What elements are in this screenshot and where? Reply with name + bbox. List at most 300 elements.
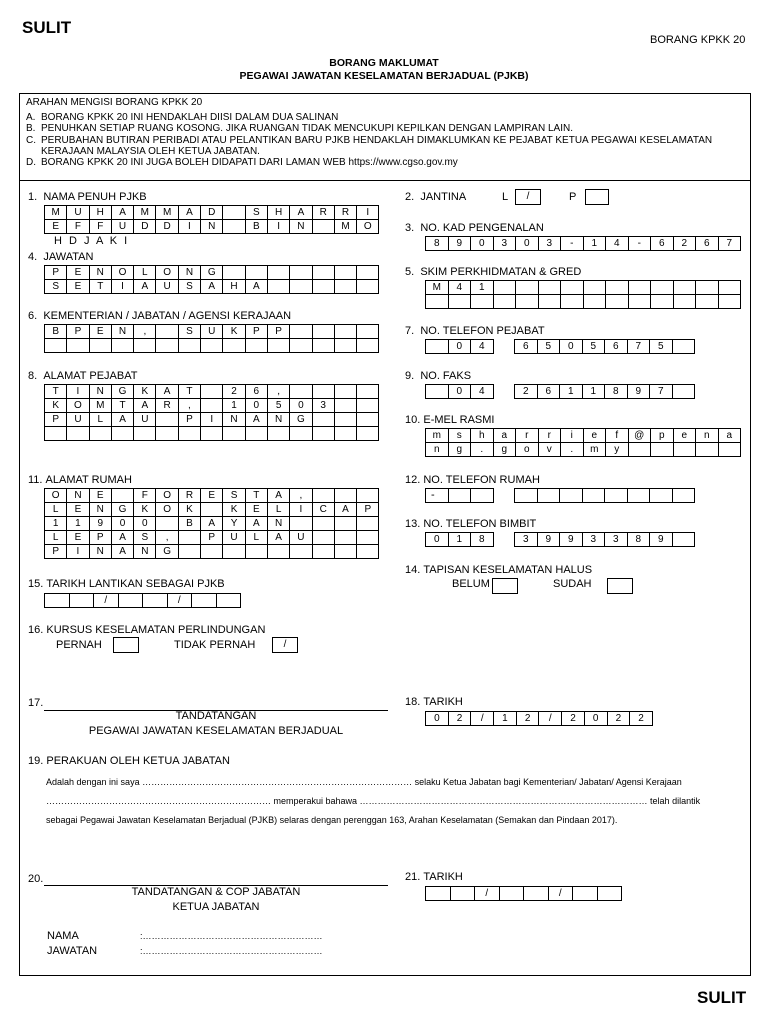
char-cell[interactable]: 7 <box>628 340 651 354</box>
char-cell[interactable]: N <box>268 517 290 531</box>
char-cell[interactable]: U <box>67 413 89 427</box>
char-cell[interactable] <box>217 594 242 608</box>
char-cell[interactable]: E <box>246 503 268 517</box>
char-cell[interactable]: S <box>223 489 245 503</box>
char-cell[interactable] <box>223 339 245 353</box>
char-cell[interactable]: 8 <box>426 237 449 251</box>
char-cell[interactable]: E <box>67 531 89 545</box>
char-cell[interactable] <box>516 295 539 309</box>
char-cell[interactable]: S <box>246 206 268 220</box>
char-cell[interactable] <box>719 443 742 457</box>
char-cell[interactable]: 1 <box>67 517 89 531</box>
char-cell[interactable] <box>156 517 178 531</box>
char-cell[interactable]: 5 <box>650 340 673 354</box>
char-cell[interactable] <box>268 339 290 353</box>
char-cell[interactable]: B <box>179 517 201 531</box>
char-cell[interactable] <box>584 295 607 309</box>
char-cell[interactable] <box>606 295 629 309</box>
char-cell[interactable] <box>179 427 201 441</box>
char-cell[interactable] <box>313 220 335 234</box>
char-cell[interactable] <box>156 325 178 339</box>
char-cell[interactable]: / <box>94 594 119 608</box>
char-cell[interactable]: L <box>134 266 156 280</box>
char-cell[interactable]: I <box>179 220 201 234</box>
char-cell[interactable] <box>673 533 696 547</box>
char-cell[interactable]: R <box>156 399 178 413</box>
char-cell[interactable]: N <box>290 220 312 234</box>
mobile-number[interactable] <box>514 532 695 547</box>
char-cell[interactable]: 0 <box>449 340 472 354</box>
char-cell[interactable] <box>651 295 674 309</box>
char-cell[interactable] <box>67 339 89 353</box>
char-cell[interactable]: M <box>426 281 449 295</box>
char-cell[interactable]: 1 <box>494 712 517 726</box>
char-cell[interactable] <box>357 413 379 427</box>
char-cell[interactable] <box>629 281 652 295</box>
char-cell[interactable]: T <box>246 489 268 503</box>
vetting-belum-box[interactable] <box>492 578 518 594</box>
char-cell[interactable]: 0 <box>560 340 583 354</box>
char-cell[interactable]: 2 <box>630 712 653 726</box>
char-cell[interactable] <box>335 325 357 339</box>
home-phone-number[interactable] <box>514 488 695 503</box>
char-cell[interactable] <box>335 280 357 294</box>
char-cell[interactable]: m <box>584 443 607 457</box>
char-cell[interactable] <box>201 399 223 413</box>
char-cell[interactable]: L <box>45 503 67 517</box>
char-cell[interactable]: A <box>290 206 312 220</box>
char-cell[interactable]: A <box>156 385 178 399</box>
char-cell[interactable]: P <box>45 266 67 280</box>
char-cell[interactable] <box>357 517 379 531</box>
char-cell[interactable] <box>268 427 290 441</box>
char-cell[interactable]: A <box>246 517 268 531</box>
char-cell[interactable] <box>674 443 697 457</box>
char-cell[interactable]: , <box>156 531 178 545</box>
char-cell[interactable] <box>494 281 517 295</box>
char-cell[interactable]: e <box>674 429 697 443</box>
char-cell[interactable] <box>426 385 449 399</box>
char-cell[interactable]: K <box>45 399 67 413</box>
char-cell[interactable] <box>45 594 70 608</box>
char-cell[interactable] <box>573 887 598 901</box>
vetting-sudah-box[interactable] <box>607 578 633 594</box>
char-cell[interactable]: C <box>313 503 335 517</box>
fax-prefix[interactable] <box>425 384 494 399</box>
char-cell[interactable]: U <box>67 206 89 220</box>
char-cell[interactable] <box>357 266 379 280</box>
char-cell[interactable] <box>313 413 335 427</box>
char-cell[interactable] <box>201 503 223 517</box>
char-cell[interactable]: F <box>90 220 112 234</box>
char-cell[interactable] <box>500 887 525 901</box>
char-cell[interactable]: L <box>90 413 112 427</box>
char-cell[interactable]: 2 <box>608 712 631 726</box>
char-cell[interactable] <box>628 489 651 503</box>
scheme-grade-grid[interactable] <box>425 280 741 309</box>
char-cell[interactable]: I <box>268 220 290 234</box>
char-cell[interactable] <box>335 517 357 531</box>
char-cell[interactable]: K <box>179 503 201 517</box>
char-cell[interactable] <box>471 295 494 309</box>
char-cell[interactable]: U <box>201 325 223 339</box>
char-cell[interactable] <box>335 399 357 413</box>
char-cell[interactable]: S <box>45 280 67 294</box>
char-cell[interactable]: p <box>651 429 674 443</box>
char-cell[interactable] <box>335 339 357 353</box>
char-cell[interactable]: 4 <box>606 237 629 251</box>
char-cell[interactable] <box>516 281 539 295</box>
char-cell[interactable]: 3 <box>313 399 335 413</box>
char-cell[interactable]: D <box>201 206 223 220</box>
char-cell[interactable]: B <box>45 325 67 339</box>
char-cell[interactable] <box>313 427 335 441</box>
char-cell[interactable]: A <box>134 280 156 294</box>
char-cell[interactable] <box>313 489 335 503</box>
char-cell[interactable]: O <box>156 489 178 503</box>
char-cell[interactable] <box>606 281 629 295</box>
char-cell[interactable]: I <box>290 503 312 517</box>
char-cell[interactable]: E <box>201 489 223 503</box>
char-cell[interactable] <box>673 385 696 399</box>
char-cell[interactable] <box>45 339 67 353</box>
char-cell[interactable]: A <box>112 413 134 427</box>
char-cell[interactable]: M <box>156 206 178 220</box>
char-cell[interactable]: 4 <box>471 340 494 354</box>
char-cell[interactable] <box>357 399 379 413</box>
char-cell[interactable]: P <box>268 325 290 339</box>
char-cell[interactable]: / <box>471 712 494 726</box>
f20-name-dots[interactable]: :…………………………………………………… <box>140 931 323 941</box>
char-cell[interactable]: . <box>561 443 584 457</box>
char-cell[interactable] <box>156 427 178 441</box>
char-cell[interactable] <box>539 295 562 309</box>
char-cell[interactable]: 0 <box>290 399 312 413</box>
char-cell[interactable] <box>598 887 623 901</box>
char-cell[interactable]: 7 <box>650 385 673 399</box>
char-cell[interactable]: U <box>156 280 178 294</box>
char-cell[interactable]: H <box>90 206 112 220</box>
char-cell[interactable]: N <box>90 385 112 399</box>
char-cell[interactable]: 6 <box>696 237 719 251</box>
char-cell[interactable]: n <box>426 443 449 457</box>
char-cell[interactable]: 6 <box>246 385 268 399</box>
char-cell[interactable] <box>651 443 674 457</box>
char-cell[interactable]: 0 <box>426 533 449 547</box>
char-cell[interactable] <box>583 489 606 503</box>
char-cell[interactable] <box>719 295 742 309</box>
char-cell[interactable]: E <box>90 489 112 503</box>
office-phone-number[interactable] <box>514 339 695 354</box>
char-cell[interactable]: / <box>168 594 193 608</box>
char-cell[interactable]: N <box>67 489 89 503</box>
char-cell[interactable] <box>357 325 379 339</box>
char-cell[interactable] <box>629 443 652 457</box>
char-cell[interactable]: P <box>45 413 67 427</box>
course-tidak-box[interactable]: / <box>272 637 298 653</box>
char-cell[interactable] <box>357 280 379 294</box>
char-cell[interactable] <box>471 489 494 503</box>
char-cell[interactable] <box>90 339 112 353</box>
ministry-grid[interactable] <box>44 324 379 353</box>
char-cell[interactable]: 4 <box>471 385 494 399</box>
char-cell[interactable] <box>290 280 312 294</box>
char-cell[interactable] <box>179 339 201 353</box>
char-cell[interactable]: I <box>112 280 134 294</box>
char-cell[interactable]: 2 <box>674 237 697 251</box>
char-cell[interactable] <box>335 385 357 399</box>
char-cell[interactable]: E <box>45 220 67 234</box>
f18-date-grid[interactable] <box>425 711 653 726</box>
char-cell[interactable] <box>290 545 312 559</box>
char-cell[interactable]: L <box>45 531 67 545</box>
char-cell[interactable]: 0 <box>112 517 134 531</box>
char-cell[interactable]: M <box>90 399 112 413</box>
char-cell[interactable]: P <box>179 413 201 427</box>
char-cell[interactable] <box>335 427 357 441</box>
char-cell[interactable] <box>290 266 312 280</box>
char-cell[interactable] <box>179 531 201 545</box>
char-cell[interactable] <box>451 887 476 901</box>
char-cell[interactable]: D <box>156 220 178 234</box>
char-cell[interactable]: 1 <box>223 399 245 413</box>
char-cell[interactable]: 2 <box>517 712 540 726</box>
char-cell[interactable]: 3 <box>515 533 538 547</box>
char-cell[interactable]: n <box>696 429 719 443</box>
char-cell[interactable]: 0 <box>449 385 472 399</box>
char-cell[interactable]: A <box>179 206 201 220</box>
char-cell[interactable] <box>246 545 268 559</box>
char-cell[interactable]: O <box>156 503 178 517</box>
char-cell[interactable] <box>179 545 201 559</box>
char-cell[interactable]: K <box>134 503 156 517</box>
char-cell[interactable]: P <box>246 325 268 339</box>
char-cell[interactable] <box>313 517 335 531</box>
char-cell[interactable] <box>246 427 268 441</box>
char-cell[interactable] <box>223 427 245 441</box>
char-cell[interactable]: D <box>134 220 156 234</box>
char-cell[interactable]: , <box>290 489 312 503</box>
char-cell[interactable]: 8 <box>628 533 651 547</box>
char-cell[interactable] <box>313 339 335 353</box>
char-cell[interactable]: 9 <box>449 237 472 251</box>
char-cell[interactable]: A <box>268 489 290 503</box>
char-cell[interactable]: F <box>134 489 156 503</box>
char-cell[interactable] <box>268 266 290 280</box>
char-cell[interactable]: H <box>223 280 245 294</box>
char-cell[interactable]: E <box>90 325 112 339</box>
char-cell[interactable] <box>223 545 245 559</box>
char-cell[interactable]: 3 <box>605 533 628 547</box>
char-cell[interactable]: 5 <box>268 399 290 413</box>
char-cell[interactable]: 4 <box>449 281 472 295</box>
char-cell[interactable]: L <box>246 531 268 545</box>
char-cell[interactable] <box>539 281 562 295</box>
char-cell[interactable]: v <box>539 443 562 457</box>
char-cell[interactable] <box>290 339 312 353</box>
char-cell[interactable]: N <box>223 413 245 427</box>
char-cell[interactable]: O <box>357 220 379 234</box>
char-cell[interactable]: 6 <box>515 340 538 354</box>
char-cell[interactable]: M <box>134 206 156 220</box>
char-cell[interactable] <box>357 385 379 399</box>
char-cell[interactable]: @ <box>629 429 652 443</box>
char-cell[interactable]: 0 <box>246 399 268 413</box>
char-cell[interactable]: 0 <box>426 712 449 726</box>
char-cell[interactable] <box>119 594 144 608</box>
office-phone-prefix[interactable] <box>425 339 494 354</box>
char-cell[interactable] <box>335 489 357 503</box>
mobile-prefix[interactable] <box>425 532 494 547</box>
char-cell[interactable]: m <box>426 429 449 443</box>
char-cell[interactable] <box>561 281 584 295</box>
char-cell[interactable]: A <box>112 531 134 545</box>
char-cell[interactable] <box>673 489 696 503</box>
char-cell[interactable]: R <box>335 206 357 220</box>
appointment-date-grid[interactable] <box>44 593 241 608</box>
char-cell[interactable]: L <box>268 503 290 517</box>
char-cell[interactable]: P <box>45 545 67 559</box>
char-cell[interactable]: I <box>67 545 89 559</box>
char-cell[interactable]: N <box>268 413 290 427</box>
char-cell[interactable]: e <box>584 429 607 443</box>
office-address-grid[interactable] <box>44 384 379 441</box>
char-cell[interactable] <box>335 545 357 559</box>
char-cell[interactable] <box>357 545 379 559</box>
char-cell[interactable] <box>45 427 67 441</box>
char-cell[interactable] <box>313 280 335 294</box>
char-cell[interactable]: E <box>67 280 89 294</box>
char-cell[interactable]: S <box>134 531 156 545</box>
char-cell[interactable]: / <box>549 887 574 901</box>
char-cell[interactable]: N <box>90 266 112 280</box>
char-cell[interactable]: A <box>201 517 223 531</box>
char-cell[interactable] <box>719 281 742 295</box>
char-cell[interactable] <box>313 531 335 545</box>
char-cell[interactable]: O <box>156 266 178 280</box>
char-cell[interactable]: A <box>268 531 290 545</box>
char-cell[interactable]: 7 <box>719 237 742 251</box>
email-grid[interactable] <box>425 428 741 457</box>
char-cell[interactable]: . <box>471 443 494 457</box>
char-cell[interactable]: N <box>134 545 156 559</box>
char-cell[interactable]: 9 <box>628 385 651 399</box>
char-cell[interactable]: P <box>357 503 379 517</box>
gender-p-box[interactable] <box>585 189 609 205</box>
char-cell[interactable]: U <box>134 413 156 427</box>
char-cell[interactable]: 2 <box>515 385 538 399</box>
char-cell[interactable] <box>268 545 290 559</box>
char-cell[interactable]: T <box>45 385 67 399</box>
char-cell[interactable]: / <box>475 887 500 901</box>
char-cell[interactable]: i <box>561 429 584 443</box>
char-cell[interactable]: N <box>179 266 201 280</box>
char-cell[interactable]: G <box>156 545 178 559</box>
char-cell[interactable] <box>156 339 178 353</box>
char-cell[interactable]: 1 <box>471 281 494 295</box>
fax-number[interactable] <box>514 384 695 399</box>
char-cell[interactable]: K <box>223 325 245 339</box>
f1-name-grid[interactable] <box>44 205 379 234</box>
char-cell[interactable]: r <box>539 429 562 443</box>
char-cell[interactable]: 1 <box>584 237 607 251</box>
char-cell[interactable]: f <box>606 429 629 443</box>
char-cell[interactable]: N <box>201 220 223 234</box>
char-cell[interactable]: s <box>449 429 472 443</box>
char-cell[interactable]: A <box>335 503 357 517</box>
char-cell[interactable]: A <box>246 280 268 294</box>
course-pernah-box[interactable] <box>113 637 139 653</box>
char-cell[interactable]: G <box>290 413 312 427</box>
char-cell[interactable] <box>143 594 168 608</box>
char-cell[interactable] <box>192 594 217 608</box>
char-cell[interactable]: 9 <box>560 533 583 547</box>
char-cell[interactable]: Y <box>223 517 245 531</box>
char-cell[interactable]: S <box>179 280 201 294</box>
char-cell[interactable]: I <box>357 206 379 220</box>
char-cell[interactable]: H <box>268 206 290 220</box>
char-cell[interactable] <box>696 295 719 309</box>
char-cell[interactable] <box>335 413 357 427</box>
char-cell[interactable] <box>426 489 449 503</box>
char-cell[interactable] <box>112 489 134 503</box>
char-cell[interactable]: P <box>201 531 223 545</box>
char-cell[interactable]: 3 <box>539 237 562 251</box>
char-cell[interactable]: I <box>201 413 223 427</box>
char-cell[interactable] <box>426 340 449 354</box>
char-cell[interactable]: / <box>539 712 562 726</box>
char-cell[interactable] <box>156 413 178 427</box>
ic-number-grid[interactable] <box>425 236 741 251</box>
char-cell[interactable]: A <box>201 280 223 294</box>
char-cell[interactable]: A <box>112 206 134 220</box>
char-cell[interactable]: E <box>67 266 89 280</box>
char-cell[interactable] <box>90 427 112 441</box>
char-cell[interactable]: K <box>223 503 245 517</box>
char-cell[interactable] <box>335 266 357 280</box>
char-cell[interactable] <box>223 206 245 220</box>
home-address-grid[interactable] <box>44 488 379 559</box>
char-cell[interactable]: h <box>471 429 494 443</box>
char-cell[interactable] <box>674 281 697 295</box>
char-cell[interactable] <box>246 339 268 353</box>
f20-post-dots[interactable]: :…………………………………………………… <box>140 946 323 956</box>
char-cell[interactable] <box>201 339 223 353</box>
char-cell[interactable] <box>223 220 245 234</box>
char-cell[interactable]: E <box>67 503 89 517</box>
char-cell[interactable]: N <box>112 325 134 339</box>
char-cell[interactable]: G <box>112 385 134 399</box>
char-cell[interactable] <box>290 385 312 399</box>
char-cell[interactable]: U <box>223 531 245 545</box>
char-cell[interactable]: 6 <box>651 237 674 251</box>
char-cell[interactable] <box>313 385 335 399</box>
char-cell[interactable]: , <box>268 385 290 399</box>
char-cell[interactable]: - <box>561 237 584 251</box>
char-cell[interactable] <box>357 489 379 503</box>
char-cell[interactable]: o <box>516 443 539 457</box>
char-cell[interactable]: T <box>90 280 112 294</box>
char-cell[interactable] <box>605 489 628 503</box>
char-cell[interactable] <box>629 295 652 309</box>
char-cell[interactable]: T <box>179 385 201 399</box>
char-cell[interactable]: 9 <box>650 533 673 547</box>
char-cell[interactable]: 6 <box>605 340 628 354</box>
char-cell[interactable] <box>561 295 584 309</box>
char-cell[interactable] <box>134 427 156 441</box>
char-cell[interactable] <box>515 489 538 503</box>
char-cell[interactable]: R <box>179 489 201 503</box>
